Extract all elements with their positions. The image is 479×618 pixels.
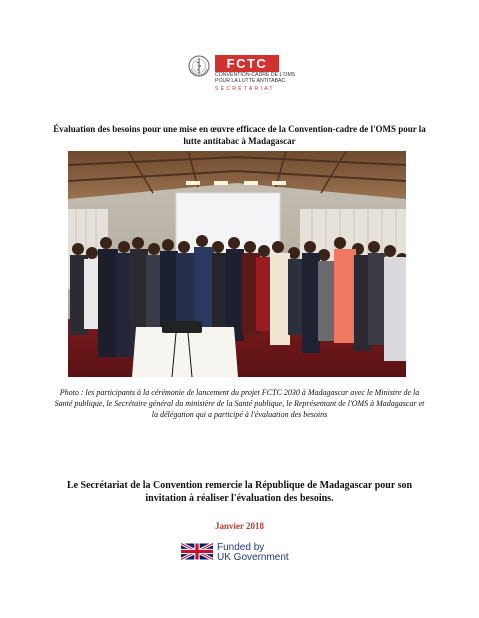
uk-government-label: UK Government (217, 552, 289, 563)
document-title: Évaluation des besoins pour une mise en œuvre efficace de la Convention-cadre de l'OMS pour la lutte antitabac à Madagascar (53, 124, 426, 146)
who-emblem-icon (188, 55, 210, 77)
funded-by-label: Funded by (217, 542, 265, 553)
publication-date: Janvier 2018 (214, 521, 265, 531)
fctc-logo (215, 55, 296, 92)
fctc-logo-secretariat: SECRÉTARIAT (215, 85, 275, 92)
group-photo (68, 151, 406, 377)
uk-government-funding-logo (181, 543, 301, 565)
fctc-logo-line-2: POUR LA LUTTE ANTITABAC (215, 78, 286, 85)
fctc-logo-title: FCTC (215, 55, 279, 72)
fctc-logo-line-1: CONVENTION-CADRE DE L'OMS (215, 72, 296, 78)
union-jack-flag-icon (181, 543, 213, 560)
photo-caption: Photo : les participants à la cérémonie de lancement du projet FCTC 2030 à Madagascar avec le Ministre de la Santé publique, le Secrétaire général du ministère de la Santé publique, le Représentant de l'OMS à Madagascar et la délégation qui a participé à l'évaluation des besoins (54, 388, 425, 419)
acknowledgement-text: Le Secrétariat de la Convention remercie la République de Madagascar pour son invitation à réaliser l'évaluation des besoins. (66, 480, 413, 504)
